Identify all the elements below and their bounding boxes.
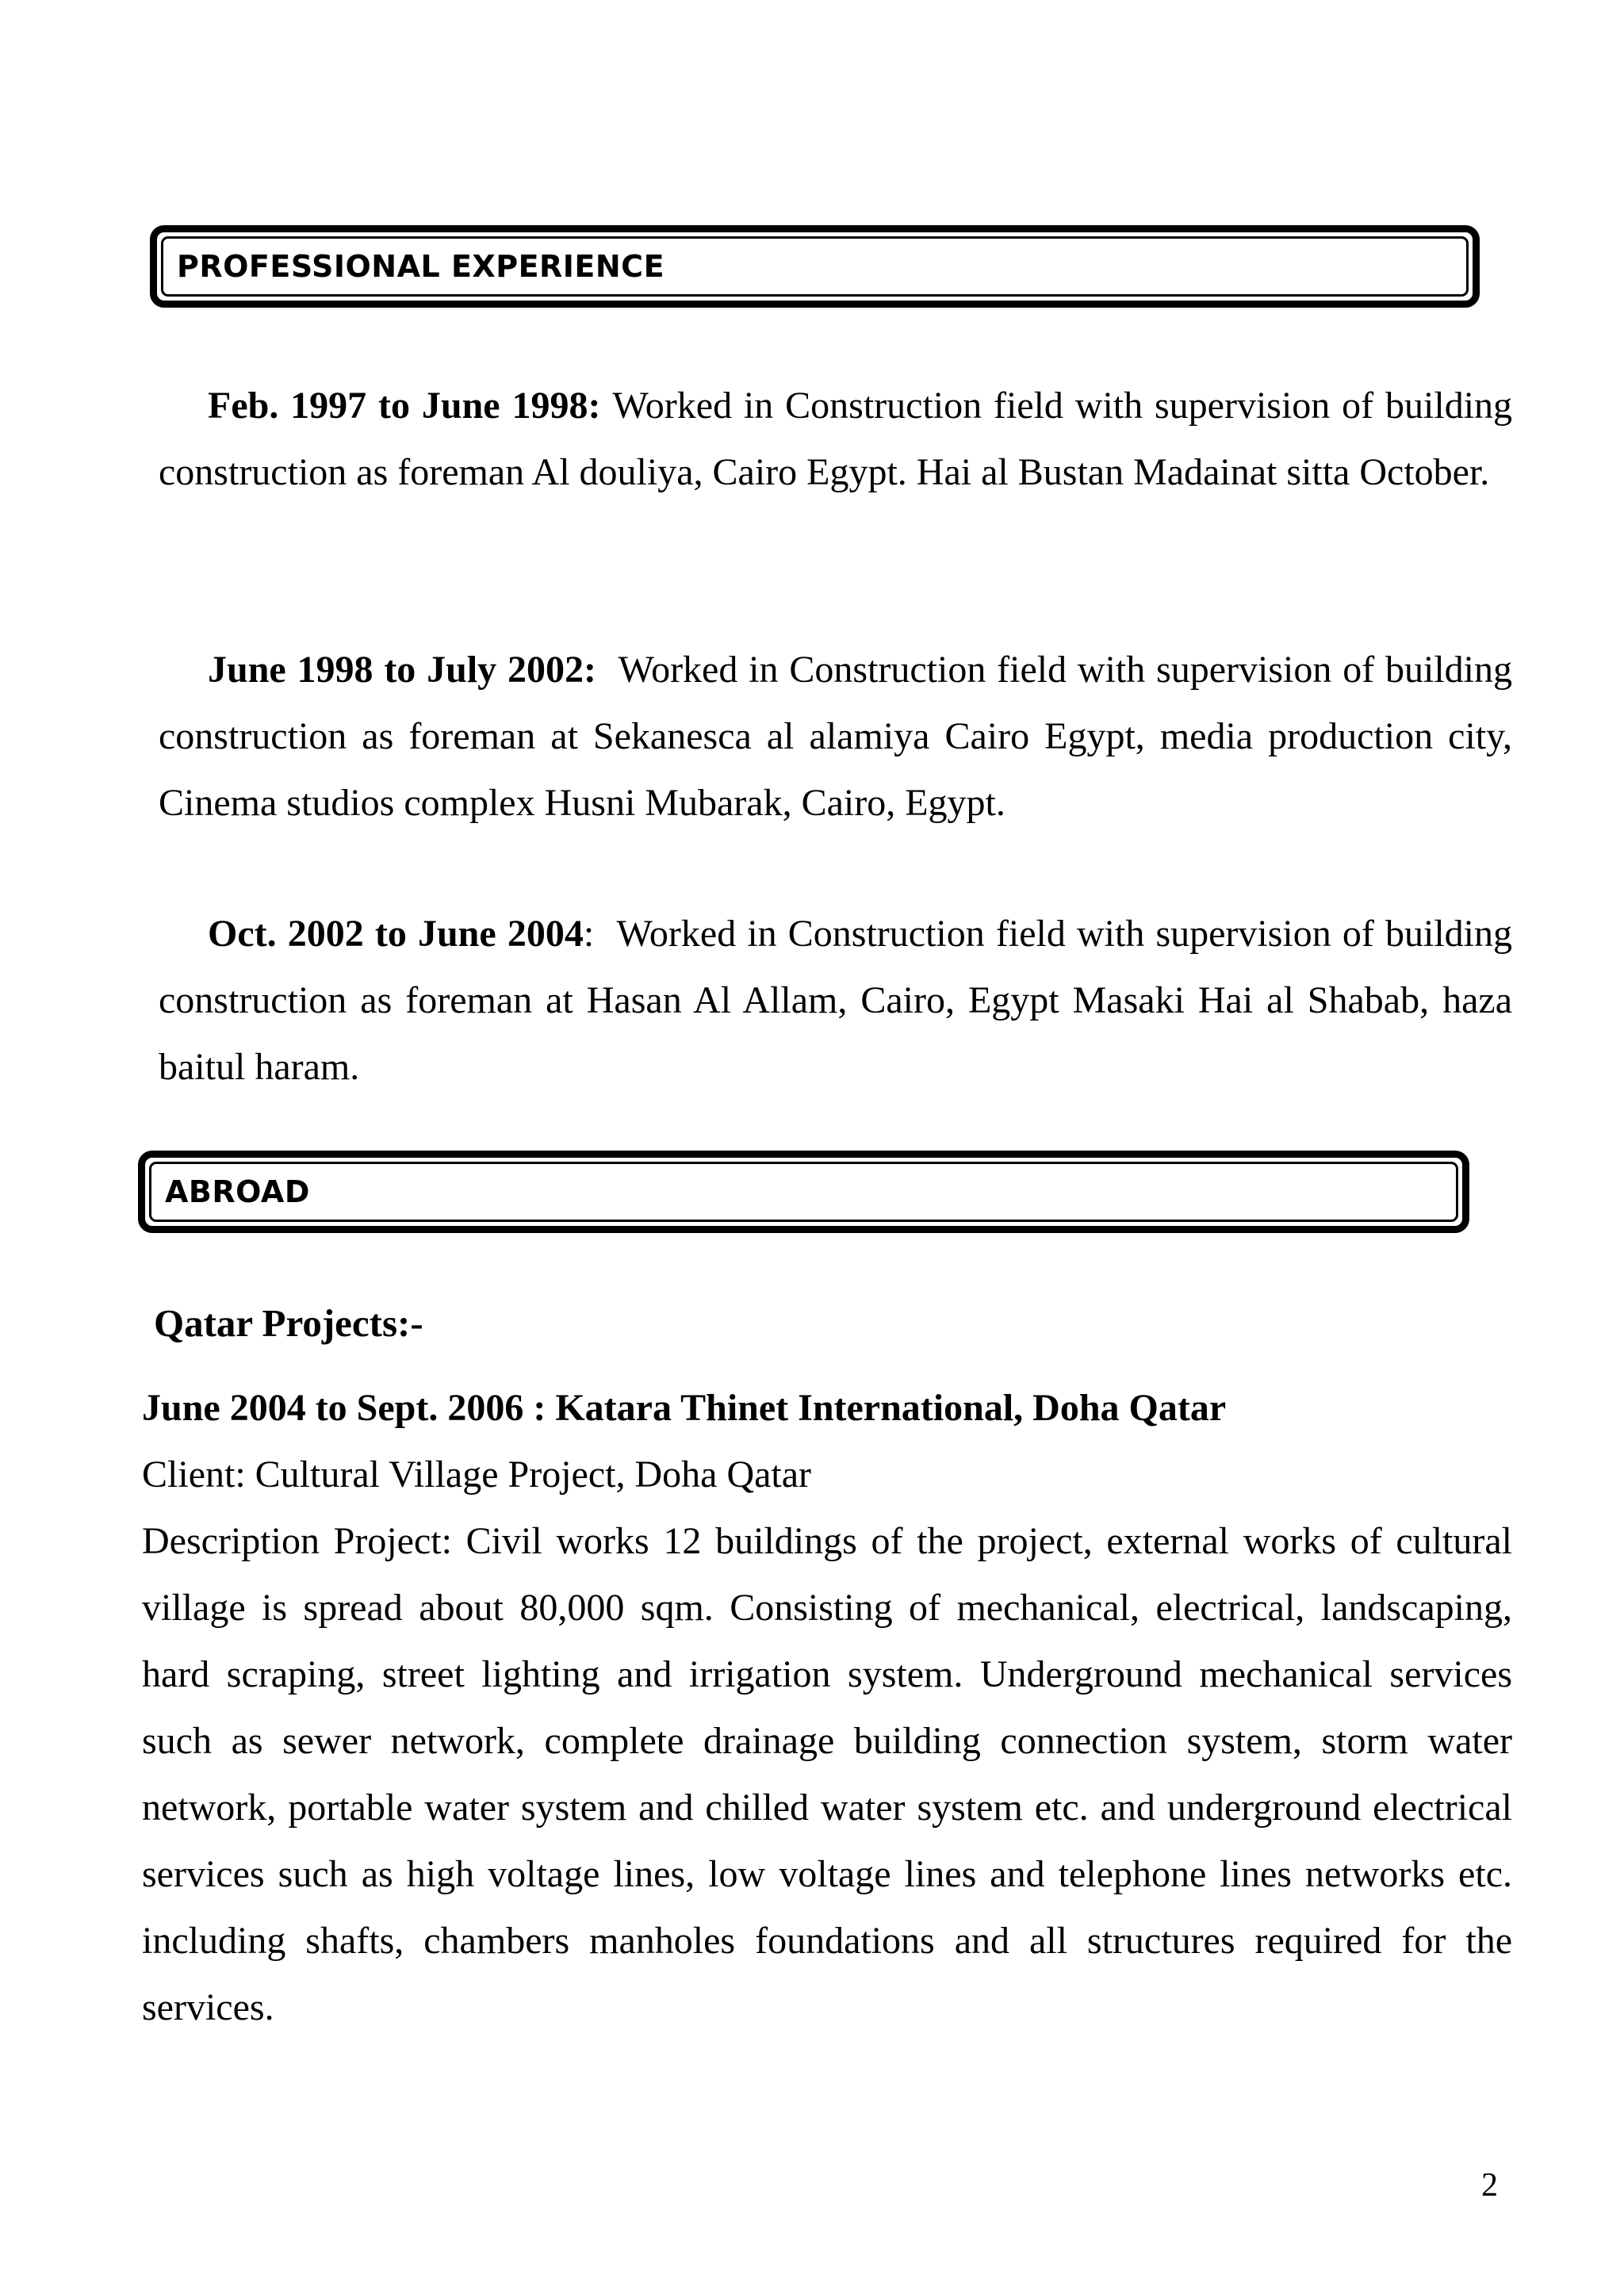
section-title: PROFESSIONAL EXPERIENCE	[161, 236, 1469, 297]
experience-description: Worked in Construction field with supervision of building construction as foreman Al douliya, Cairo Egypt. Hai al Bustan Madainat sitta October.	[159, 385, 1513, 493]
experience-period: June 1998 to July 2002:	[208, 649, 596, 691]
project-description: Description Project: Civil works 12 buildings of the project, external works of cultural village is spread about 80,000 sqm. Consisting of mechanical, electrical, landscaping, hard scraping, street lighting and irrigation system. Underground mechanical services such as sewer network, complete drainage building connection system, storm water network, portable water system and chilled water system etc. and underground electrical services such as high voltage lines, low voltage lines and telephone lines networks etc. including shafts, chambers manholes foundations and all structures required for the services.	[142, 1520, 1512, 2028]
project-client: Client: Cultural Village Project, Doha Qatar	[142, 1453, 812, 1496]
experience-period: Oct. 2002 to June 2004	[208, 913, 584, 955]
experience-period-colon: :	[583, 913, 595, 955]
experience-entry-1	[159, 373, 1512, 506]
project-title: June 2004 to Sept. 2006 : Katara Thinet International, Doha Qatar	[142, 1387, 1227, 1429]
experience-entry-2	[159, 637, 1512, 837]
project-entry	[142, 1375, 1512, 2041]
experience-description: Worked in Construction field with supervision of building construction as foreman at Hasan Al Allam, Cairo, Egypt Masaki Hai al Shabab, haza baitul haram.	[159, 913, 1513, 1088]
section-header-professional-experience	[150, 225, 1480, 308]
experience-description: Worked in Construction field with supervision of building construction as foreman at Sekanesca al alamiya Cairo Egypt, media production city, Cinema studios complex Husni Mubarak, Cairo, Egypt.	[159, 649, 1513, 824]
experience-period: Feb. 1997 to June 1998:	[208, 385, 601, 427]
qatar-projects-heading: Qatar Projects:-	[154, 1301, 423, 1345]
page-number: 2	[1481, 2167, 1498, 2204]
section-title: ABROAD	[149, 1162, 1458, 1222]
experience-entry-3	[159, 901, 1512, 1101]
section-header-abroad	[138, 1151, 1469, 1233]
